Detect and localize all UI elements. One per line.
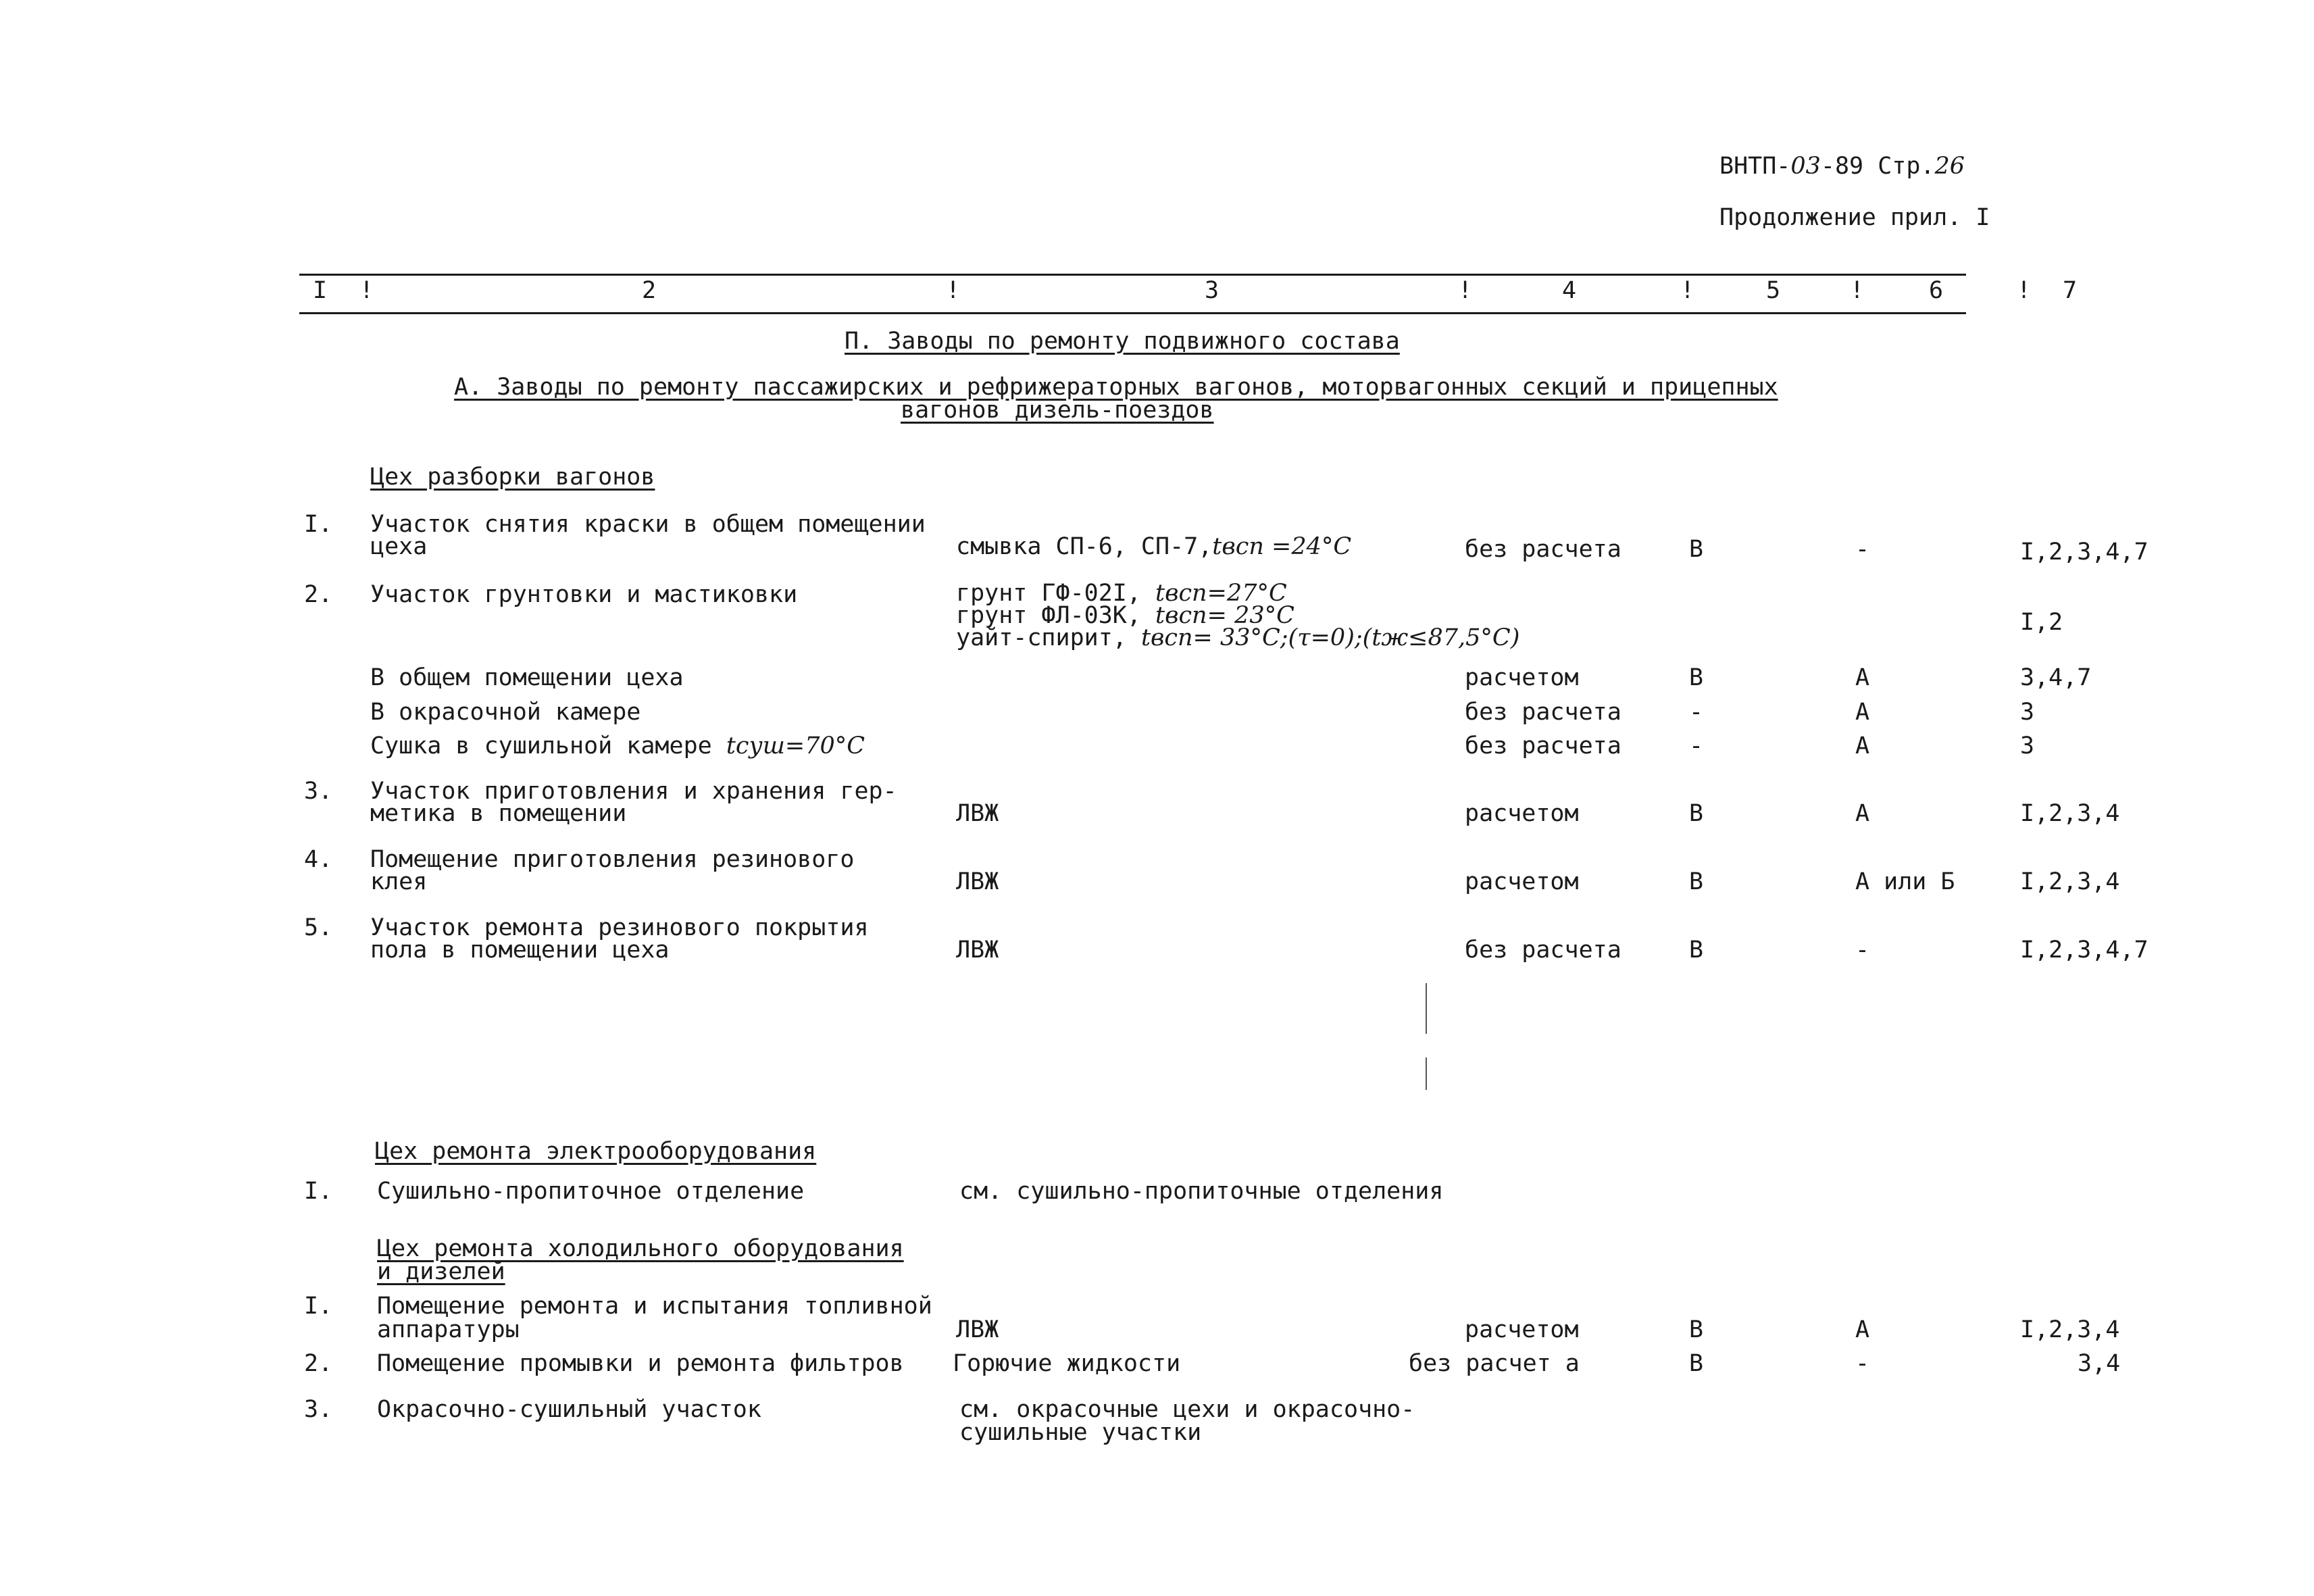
- row-description: цеха: [370, 533, 428, 560]
- row-calculation: расчетом: [1465, 1316, 1579, 1343]
- row-description: Участок снятия краски в общем помещении: [370, 511, 926, 538]
- row-references: I,2,3,4,7: [2020, 539, 2148, 566]
- row-category: В: [1689, 800, 1704, 827]
- group-title-refrigeration: Цех ремонта холодильного оборудования: [377, 1235, 904, 1262]
- row-description: В окрасочной камере: [370, 699, 641, 726]
- row-material: ЛВЖ: [956, 937, 999, 964]
- section-subtitle-line2: вагонов дизель-поездов: [901, 397, 1214, 424]
- row-category: -: [1689, 732, 1704, 759]
- row-material: [956, 534, 1351, 559]
- material-text: уайт-спирит,: [956, 624, 1127, 651]
- document-reference: [1719, 154, 1965, 178]
- row-description: Окрасочно-сушильный участок: [377, 1396, 761, 1423]
- row-references: 3: [2020, 699, 2035, 726]
- group-title-disassembly: Цех разборки вагонов: [370, 464, 655, 491]
- row-zone-class: -: [1855, 937, 1870, 964]
- row-references: I,2: [2020, 609, 2063, 636]
- handwritten-flash-point: tвсп= 23°C: [1155, 602, 1294, 629]
- table-bottom-rule: [299, 312, 1966, 314]
- row-references: I,2,3,4: [2020, 800, 2120, 827]
- page-number-handwritten: 26: [1934, 153, 1965, 180]
- section-title: П. Заводы по ремонту подвижного состава: [845, 328, 1400, 355]
- row-calculation: расчетом: [1465, 664, 1579, 691]
- doc-ref-handwritten: 03: [1790, 153, 1821, 180]
- row-description: В общем помещении цеха: [370, 664, 684, 691]
- column-header-7: 7: [2063, 277, 2078, 304]
- row-number: 4.: [304, 846, 333, 873]
- doc-ref-suffix: -89 Стр.: [1820, 153, 1935, 180]
- row-category: -: [1689, 699, 1704, 726]
- row-description: Помещение ремонта и испытания топливной: [377, 1293, 932, 1320]
- table-top-rule: [299, 274, 1966, 276]
- column-header-3: 3: [1205, 277, 1219, 304]
- row-description: Сушильно-пропиточное отделение: [377, 1178, 805, 1205]
- row-zone-class: А: [1855, 1316, 1870, 1343]
- column-separator: !: [1680, 277, 1695, 304]
- column-header-5: 5: [1766, 277, 1781, 304]
- row-material: Горючие жидкости: [953, 1350, 1181, 1377]
- omission-mark: [1426, 1057, 1427, 1090]
- row-material: ЛВЖ: [956, 868, 999, 895]
- handwritten-drying-temp: tсуш=70°C: [726, 732, 865, 759]
- continuation-note: Продолжение прил. I: [1719, 204, 1990, 231]
- row-category: В: [1689, 1316, 1704, 1343]
- material-text: грунт ГФ-02I,: [956, 580, 1141, 607]
- section-subtitle-line1: А. Заводы по ремонту пассажирских и рефрижераторных вагонов, моторвагонных секций и прицепных: [454, 374, 1778, 401]
- row-number: 5.: [304, 914, 333, 941]
- row-calculation: без расчета: [1465, 699, 1621, 726]
- row-material: см. окрасочные цехи и окрасочно-: [959, 1396, 1415, 1423]
- row-number: 2.: [304, 581, 333, 608]
- row-number: 3.: [304, 1396, 333, 1423]
- row-calculation: без расчета: [1465, 937, 1621, 964]
- row-zone-class: -: [1855, 536, 1870, 563]
- column-separator: !: [946, 277, 961, 304]
- row-description: пола в помещении цеха: [370, 937, 670, 964]
- row-calculation: расчетом: [1465, 800, 1579, 827]
- row-number: 2.: [304, 1350, 333, 1377]
- row-description: аппаратуры: [377, 1316, 520, 1343]
- row-category: В: [1689, 536, 1704, 563]
- row-number: 3.: [304, 778, 333, 805]
- row-material: [956, 626, 1519, 650]
- row-description: клея: [370, 868, 428, 895]
- column-header-4: 4: [1562, 277, 1577, 304]
- row-calculation: без расчета: [1465, 536, 1621, 563]
- column-separator: !: [1458, 277, 1473, 304]
- material-text: смывка СП-6, СП-7,: [956, 533, 1213, 560]
- row-zone-class: -: [1855, 1350, 1870, 1377]
- column-separator: !: [359, 277, 374, 304]
- row-description: Участок ремонта резинового покрытия: [370, 914, 869, 941]
- row-references: I,2,3,4: [2020, 1316, 2120, 1343]
- row-number: I.: [304, 511, 333, 538]
- row-description: Помещение приготовления резинового: [370, 846, 855, 873]
- row-material: см. сушильно-пропиточные отделения: [959, 1178, 1444, 1205]
- row-zone-class: А: [1855, 699, 1870, 726]
- row-zone-class: А: [1855, 732, 1870, 759]
- row-description: метика в помещении: [370, 800, 627, 827]
- group-title-refrigeration-line2: и дизелей: [377, 1258, 505, 1285]
- handwritten-flash-point: tвсп= 33°C;(τ=0);(tж≤87,5°C): [1140, 624, 1520, 651]
- handwritten-flash-point: tвсп =24°C: [1212, 533, 1352, 560]
- row-calculation: без расчета: [1465, 732, 1621, 759]
- row-references: I,2,3,4,7: [2020, 937, 2148, 964]
- row-references: 3: [2020, 732, 2035, 759]
- row-zone-class: А: [1855, 664, 1870, 691]
- column-header-6: 6: [1929, 277, 1944, 304]
- row-material: сушильные участки: [959, 1419, 1202, 1446]
- material-text: грунт ФЛ-03К,: [956, 602, 1141, 629]
- row-references: I,2,3,4: [2020, 868, 2120, 895]
- row-material: ЛВЖ: [956, 800, 999, 827]
- column-separator: !: [1850, 277, 1865, 304]
- row-category: В: [1689, 937, 1704, 964]
- omission-mark: [1426, 983, 1427, 1034]
- row-references: 3,4,7: [2020, 664, 2092, 691]
- row-references: 3,4: [2078, 1350, 2121, 1377]
- row-number: I.: [304, 1178, 333, 1205]
- row-description: Участок грунтовки и мастиковки: [370, 581, 798, 608]
- row-category: В: [1689, 868, 1704, 895]
- row-calculation: без расчет а: [1409, 1350, 1580, 1377]
- column-header-2: 2: [642, 277, 657, 304]
- row-description: Участок приготовления и хранения гер-: [370, 778, 897, 805]
- row-description: [370, 734, 865, 758]
- description-text: Сушка в сушильной камере: [370, 732, 712, 759]
- handwritten-flash-point: tвсп=27°C: [1155, 580, 1287, 607]
- row-number: I.: [304, 1293, 333, 1320]
- row-zone-class: А: [1855, 800, 1870, 827]
- row-material: ЛВЖ: [956, 1316, 999, 1343]
- row-description: Помещение промывки и ремонта фильтров: [377, 1350, 904, 1377]
- row-category: В: [1689, 664, 1704, 691]
- group-title-electrical: Цех ремонта электрооборудования: [375, 1138, 817, 1165]
- column-header-1: I: [313, 277, 328, 304]
- row-category: В: [1689, 1350, 1704, 1377]
- column-separator: !: [2017, 277, 2032, 304]
- row-zone-class: А или Б: [1855, 868, 1955, 895]
- row-calculation: расчетом: [1465, 868, 1579, 895]
- doc-ref-prefix: ВНТП-: [1719, 153, 1791, 180]
